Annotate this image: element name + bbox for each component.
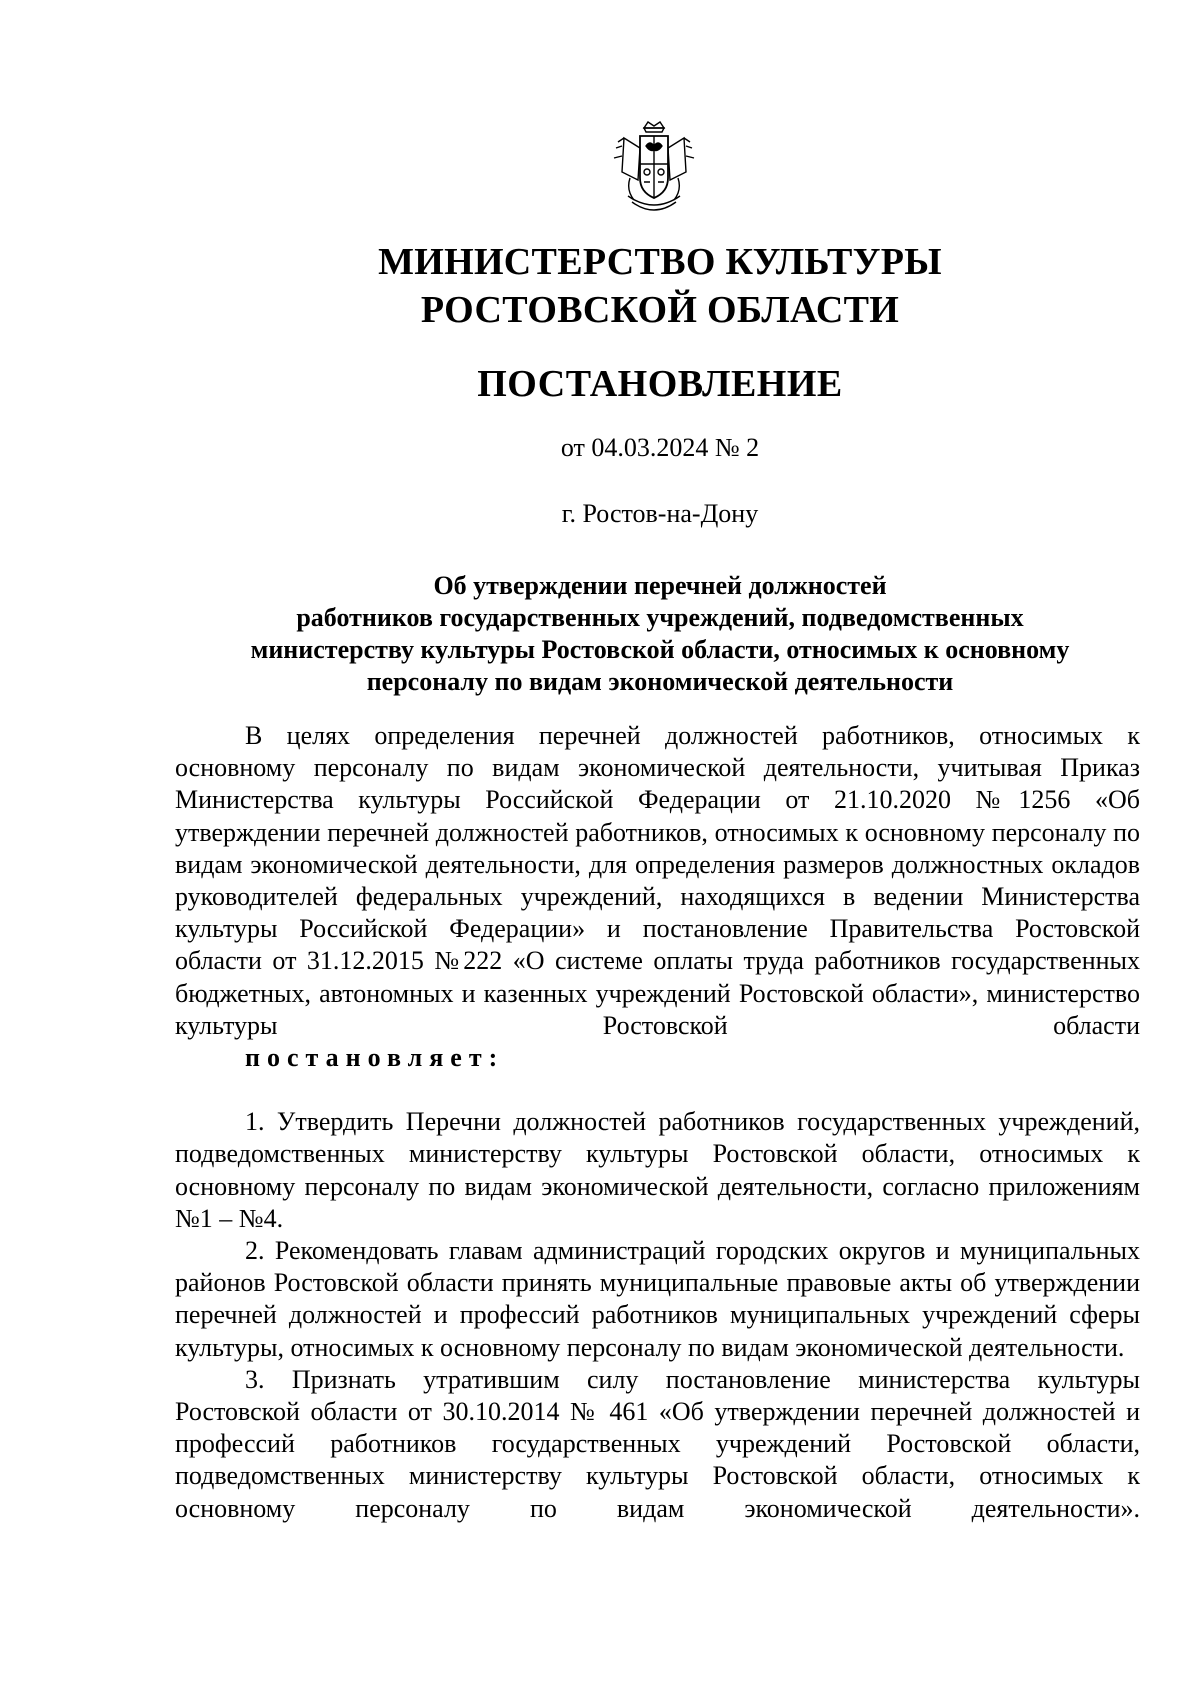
decree-item-2: 2. Рекомендовать главам администраций городских округов и муниципальных районов Ростовской области принять муниципальные правовые акты об утверждении перечней должностей и профессий работников муниципальных учреждений сферы культуры, относимых к основному персоналу по видам экономической деятельности. bbox=[175, 1236, 1140, 1362]
document-type: ПОСТАНОВЛЕНИЕ bbox=[477, 363, 843, 405]
rostov-oblast-coat-of-arms-icon bbox=[610, 118, 698, 218]
preamble-paragraph: В целях определения перечней должностей работников, относимых к основному персоналу по видам экономической деятельности, учитывая Приказ Министерства культуры Российской Федерации от 21.10.2020 №1256 «Об утверждении перечней должностей работников, относимых к основному персоналу по видам экономической деятельности, для определения размеров должностных окладов руководителей федеральных учреждений, находящихся в ведении Министерства культуры Российской Федерации» и постановление Правительства Ростовской области от 31.12.2015 №222 «О системе оплаты труда работников государственных бюджетных, автономных и казенных учреждений Ростовской области», министерство культуры Ростовской области bbox=[175, 721, 1140, 1040]
organization-title bbox=[160, 238, 1160, 334]
organization-line-2: РОСТОВСКОЙ ОБЛАСТИ bbox=[420, 289, 900, 331]
subject-line-3: министерству культуры Ростовской области, относимых к основному bbox=[250, 635, 1070, 664]
subject-line-4: персоналу по видам экономической деятельности bbox=[366, 667, 954, 696]
paragraph-gap bbox=[175, 1074, 1140, 1106]
document-body bbox=[175, 720, 1140, 1525]
document-city: г. Ростов-на-Дону bbox=[561, 499, 759, 528]
decree-item-3: 3. Признать утратившим силу постановление министерства культуры Ростовской области от 30.10.2014 № 461 «Об утверждении перечней должностей и профессий работников государственных учреждений Ростовской области, подведомственных министерству культуры Ростовской области, относимых к основному персоналу по видам экономической деятельности». bbox=[175, 1364, 1140, 1523]
document-subject bbox=[160, 570, 1160, 698]
subject-line-2: работников государственных учреждений, подведомственных bbox=[296, 603, 1024, 632]
decree-item-1: 1. Утвердить Перечни должностей работников государственных учреждений, подведомственных министерству культуры Ростовской области, относимых к основному персоналу по видам экономической деятельности, согласно приложениям №1 – №4. bbox=[175, 1107, 1140, 1233]
decree-word: постановляет: bbox=[245, 1043, 505, 1073]
subject-line-1: Об утверждении перечней должностей bbox=[433, 571, 887, 600]
document-date-number: от 04.03.2024 № 2 bbox=[560, 433, 760, 462]
organization-line-1: МИНИСТЕРСТВО КУЛЬТУРЫ bbox=[378, 241, 942, 283]
